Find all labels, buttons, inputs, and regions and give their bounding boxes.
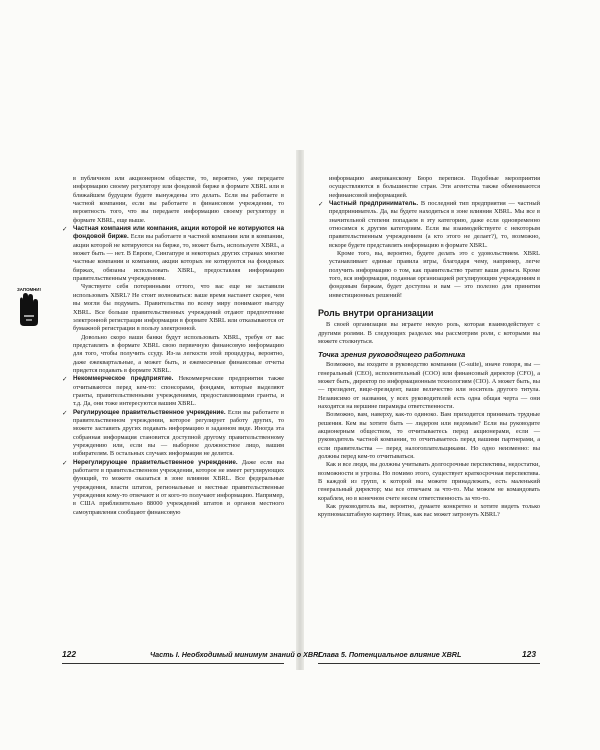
margin-icon-label: ЗАПОМНИ! (17, 287, 41, 292)
book-gutter (296, 150, 304, 670)
bullet-text: В последний тип предприятия — частный предприниматель. Да, вы будете находиться в зоне влияния XBRL. Мы все в значительной степени попадаем в эту категорию, даже если одновременно относимся к другим категориям. Если вы взаимодействуете с некоторым правительственным учреждением (а кто этого не делает?), то, возможно, вскоре будете представлять информацию в формате XBRL. (329, 200, 540, 249)
left-footer-rule (62, 663, 284, 664)
right-running-head: Глава 5. Потенциальное влияние XBRL (318, 650, 462, 659)
left-running-head: Часть I. Необходимый минимум знаний о XBRL (150, 650, 323, 659)
bullet-nonprofit (62, 375, 284, 408)
section-heading: Роль внутри организации (318, 308, 434, 319)
right-footer-rule (318, 663, 540, 664)
bullet-title: Частный предприниматель. (329, 200, 419, 208)
bullet-text: Некоммерческие предприятия также отчитываются перед кем-то: спонсорами, фондами, которые выделяют гранты, правительственными учреждениями, предоставляющими гранты, и т.д. Да, они тоже интересуются вашим XBRL. (73, 375, 285, 408)
left-page-number: 122 (62, 649, 76, 659)
remember-hand-icon (14, 286, 44, 328)
right-column (318, 175, 540, 520)
bullet-paragraph: Чувствуете себя потерянными оттого, что вас еще не заставили использовать XBRL? Не стоит волноваться: ваше время настанет скорее, чем вы могли бы подумать. Правительства по всему миру понимают выгоду XBRL. Все больше правительственных учреждений отдают предпочтение электронной регистрации информации в формате XBRL или отказываются от бумажной регистрации в пользу электронной. (73, 283, 284, 333)
left-column (62, 175, 284, 517)
bullet-regulator (62, 409, 284, 459)
bullet-title: Нерегулирующее правительственное учреждение. (73, 458, 238, 466)
check-mark-icon: ✓ (62, 375, 68, 384)
bullet-title: Регулирующее правительственное учреждение. (73, 408, 226, 416)
left-intro: в публичном или акционерном обществе, то, вероятно, уже передаете информацию своему регулятору или фондовой бирже в формате XBRL или в ближайшем будущем будете вынуждены это делать. Если вы работаете в частной компании, если вы работаете в финансовом учреждении, то вероятность того, что вы передаете информацию своему регулятору в формате XBRL, еще выше. (73, 175, 284, 224)
paragraph-exec-4: Как руководитель вы, вероятно, думаете конкретно и хотите видеть только крупномасштабную картину. Итак, как вас может затронуть XBRL? (318, 503, 540, 519)
bullet-text: Если вы работаете в правительственном учреждении, которое регулирует работу других, то можете заставить других подавать информацию в заданном виде. Иногда эта собранная информация становится доступной другому правительственному учреждению или, если вы — выборное должностное лицо, вашим избирателям. В остальных случаях информация не делится. (73, 408, 284, 458)
bullet-individual (318, 200, 540, 300)
check-mark-icon: ✓ (62, 458, 68, 467)
check-mark-icon: ✓ (62, 408, 68, 417)
bullet-text: Если вы работаете в частной компании или в компании, акции которой не котируются на бирже, то, может быть, используете XBRL, а может быть — нет. В Европе, Сингапуре и некоторых других странах многие частные компании и компании, акции которых не котируются на фондовых биржах, обязаны использовать XBRL, предоставляя информацию правительственным учреждениям. (73, 233, 284, 283)
paragraph-exec-3: Как и все люди, вы должны учитывать долгосрочные перспективы, недостатки, возможности и угрозы. Но помимо этого, существует краткосрочная перспектива. В каждой из групп, к которой вы можете принадлежать, есть маленький генеральный директор; мы все отвечаем за что-то. Мы можем не командовать кораблем, но в конечном счете несем ответственность за что-то. (318, 461, 540, 502)
bullet-title: Некоммерческое предприятие. (73, 375, 174, 383)
bullet-private-company (62, 225, 284, 333)
subsection-heading: Точка зрения руководящего работника (318, 350, 466, 360)
check-mark-icon: ✓ (318, 200, 324, 209)
bullet-title: Частная компания или компания, акции которой не котируются на фондовой бирже. (73, 225, 284, 241)
paragraph-exec-1: Возможно, вы входите в руководство компании (C-suite), иначе говоря, вы — генеральный (CEO), исполнительный (COO) или финансовый директор (CFO), а может быть, директор по информационным технологиям (CIO). А может быть, вы — президент, вице-президент, ваше величество или носитель другого титула. Независимо от названия, у всех руководителей есть одна общая черта — они находятся на вершине пирамиды ответственности. (318, 361, 540, 410)
paragraph-exec-2: Возможно, вам, наверху, как-то одиноко. Вам приходится принимать трудные решения. Кем вы хотите быть — лидером или ведомым? Если вы руководите акционерным обществом, то отчитываетесь перед акционерами, если — руководитель частной компании, то отчитываетесь перед вашими партнерами, а если правительства — перед налогоплательщиками. Но одно неизменно: вы должны перед кем-то отчитываться. (318, 411, 540, 460)
bullet-nonregulator (62, 459, 284, 517)
right-page-number: 123 (522, 649, 536, 659)
bullet-text: Даже если вы работаете в правительственном учреждении, которое не имеет регулирующих функций, то можете оказаться в зоне влияния XBRL. Все федеральные учреждения, власти штатов, региональные и местные правительственные учреждения кому-то отвечают и от кого-то получают информацию. Например, в США приблизительно 88000 учреждений штатов и органов местного самоуправления сообщают финансовую (73, 458, 285, 516)
paragraph-banks: Довольно скоро ваши банки будут использовать XBRL, требуя от вас представлять в формате XBRL свою первичную финансовую информацию для того, чтобы получить ссуду. Из-за легкости этой процедуры, вероятно, даже ежеквартальные, а может быть, и ежемесячные финансовые отчеты придется подавать в формате XBRL. (73, 333, 284, 374)
check-mark-icon: ✓ (62, 225, 68, 234)
bullet-paragraph: Кроме того, вы, вероятно, будете делать это с удовольствием. XBRL устанавливает единые правила игры, благодаря чему, например, легче получить информацию о том, как правительство тратит ваши деньги. Кроме того, вся информация, поданная организацией регулирующим учреждениям в фондовым биржам, будет доступна и вам — это полезно для принятия инвестиционных решений! (329, 250, 540, 299)
right-intro: информацию американскому Бюро переписи. Подобные мероприятия осуществляются в большинстве стран. Эти агентства также обмениваются нефинансовой информацией. (329, 175, 540, 199)
paragraph-role: В своей организации вы играете некую роль, которая взаимодействует с другими ролями. В следующих разделах мы рассмотрим роли, с которыми вы можете столкнуться. (318, 321, 540, 345)
